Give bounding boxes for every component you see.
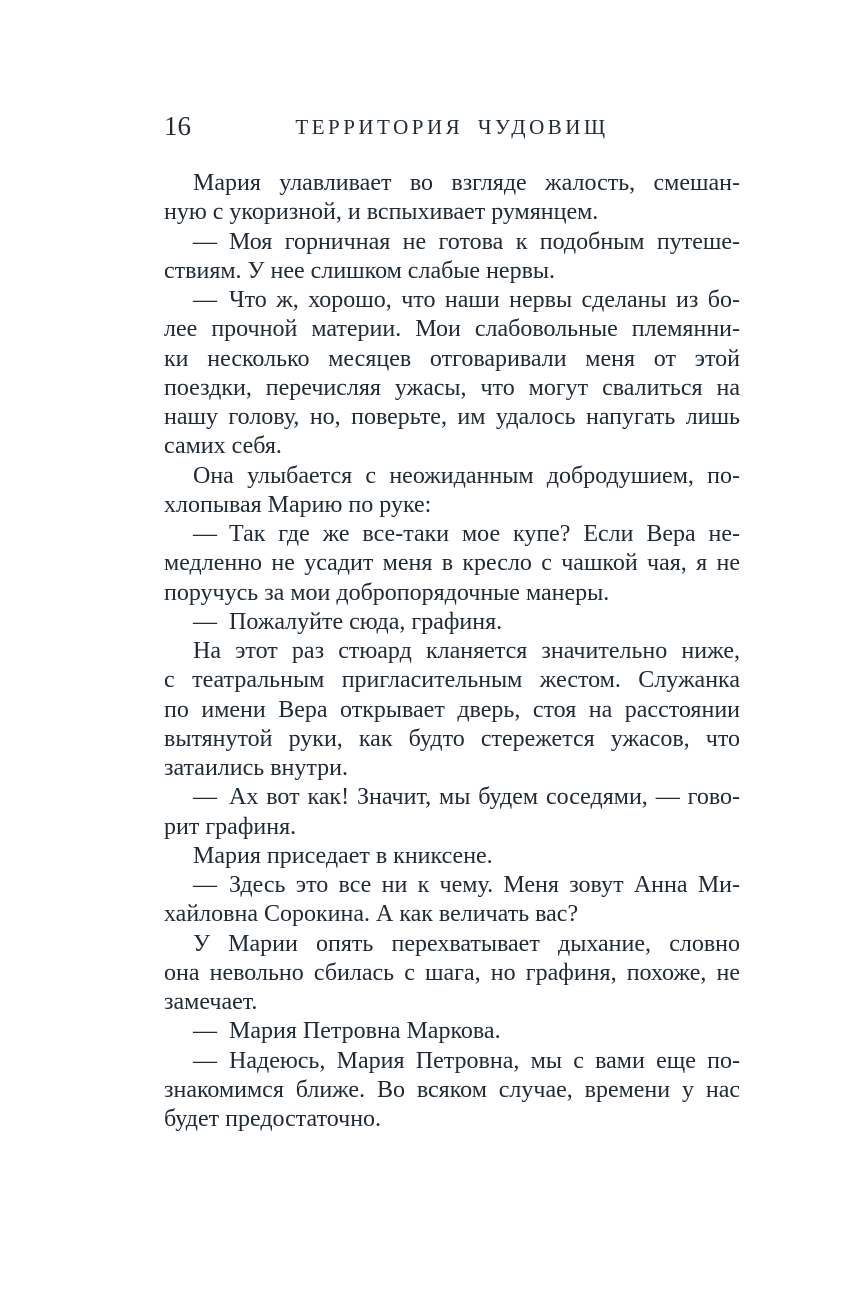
text-line: с театральным пригласительным жестом. Служанка <box>164 667 740 694</box>
text-line: хлопывая Марию по руке: <box>164 491 432 518</box>
text-line: — Моя горничная не готова к подобным путеше- <box>193 228 740 255</box>
text-line: ствиям. У нее слишком слабые нервы. <box>164 257 556 284</box>
text-line: будет предостаточно. <box>164 1106 382 1132</box>
paragraph <box>164 637 740 783</box>
text-line: хайловна Сорокина. А как величать вас? <box>164 901 579 928</box>
paragraph <box>164 842 740 871</box>
paragraph <box>164 1017 740 1046</box>
text-line: лее прочной материи. Мои слабовольные племянни- <box>164 316 740 343</box>
text-line: замечает. <box>164 989 258 1015</box>
text-line: она невольно сбилась с шага, но графиня, похоже, не <box>164 959 740 986</box>
paragraph <box>164 228 740 287</box>
text-line: вытянутой руки, как будто стережется ужасов, что <box>164 725 740 752</box>
paragraph <box>164 608 740 637</box>
text-line: — Здесь это все ни к чему. Меня зовут Анна Ми- <box>193 872 740 898</box>
text-line: рит графиня. <box>164 813 297 840</box>
paragraph <box>164 462 740 521</box>
page-number: 16 <box>164 111 191 141</box>
text-line: — Так где же все-таки мое купе? Если Вера не- <box>193 521 740 547</box>
text-line: поручусь за мои добропорядочные манеры. <box>164 579 610 606</box>
page-header <box>164 111 740 141</box>
text-line: На этот раз стюард кланяется значительно ниже, <box>193 638 740 664</box>
text-line: ную с укоризной, и вспыхивает румянцем. <box>164 199 599 226</box>
paragraph <box>164 286 740 462</box>
text-line: по имени Вера открывает дверь, стоя на расстоянии <box>164 696 740 723</box>
text-line: знакомимся ближе. Во всяком случае, времени у нас <box>164 1076 740 1103</box>
text-line: Мария приседает в книксене. <box>193 842 493 869</box>
paragraph <box>164 169 740 228</box>
running-title: ТЕРРИТОРИЯ ЧУДОВИЩ <box>295 115 609 139</box>
text-line: — Мария Петровна Маркова. <box>193 1018 501 1045</box>
text-line: медленно не усадит меня в кресло с чашкой чая, я не <box>164 550 740 577</box>
text-line: — Ах вот как! Значит, мы будем соседями, — гово- <box>193 784 740 811</box>
text-line: Она улыбается с неожиданным добродушием, по- <box>193 462 740 489</box>
text-line: поездки, перечисляя ужасы, что могут свалиться на <box>164 374 740 401</box>
text-line: ки несколько месяцев отговаривали меня от этой <box>164 345 740 372</box>
paragraph <box>164 1047 740 1135</box>
paragraph <box>164 783 740 842</box>
text-line: Мария улавливает во взгляде жалость, смешан- <box>193 170 740 196</box>
paragraph <box>164 871 740 930</box>
text-line: — Пожалуйте сюда, графиня. <box>193 608 503 635</box>
text-line: — Надеюсь, Мария Петровна, мы с вами еще по- <box>193 1047 740 1074</box>
text-line: самих себя. <box>164 433 282 460</box>
text-line: затаились внутри. <box>164 755 349 781</box>
paragraph <box>164 520 740 608</box>
text-line: — Что ж, хорошо, что наши нервы сделаны из бо- <box>193 287 740 313</box>
text-line: нашу голову, но, поверьте, им удалось напугать лишь <box>164 404 740 430</box>
text-line: У Марии опять перехватывает дыхание, словно <box>193 930 740 957</box>
text-block <box>164 169 740 1134</box>
paragraph <box>164 930 740 1018</box>
